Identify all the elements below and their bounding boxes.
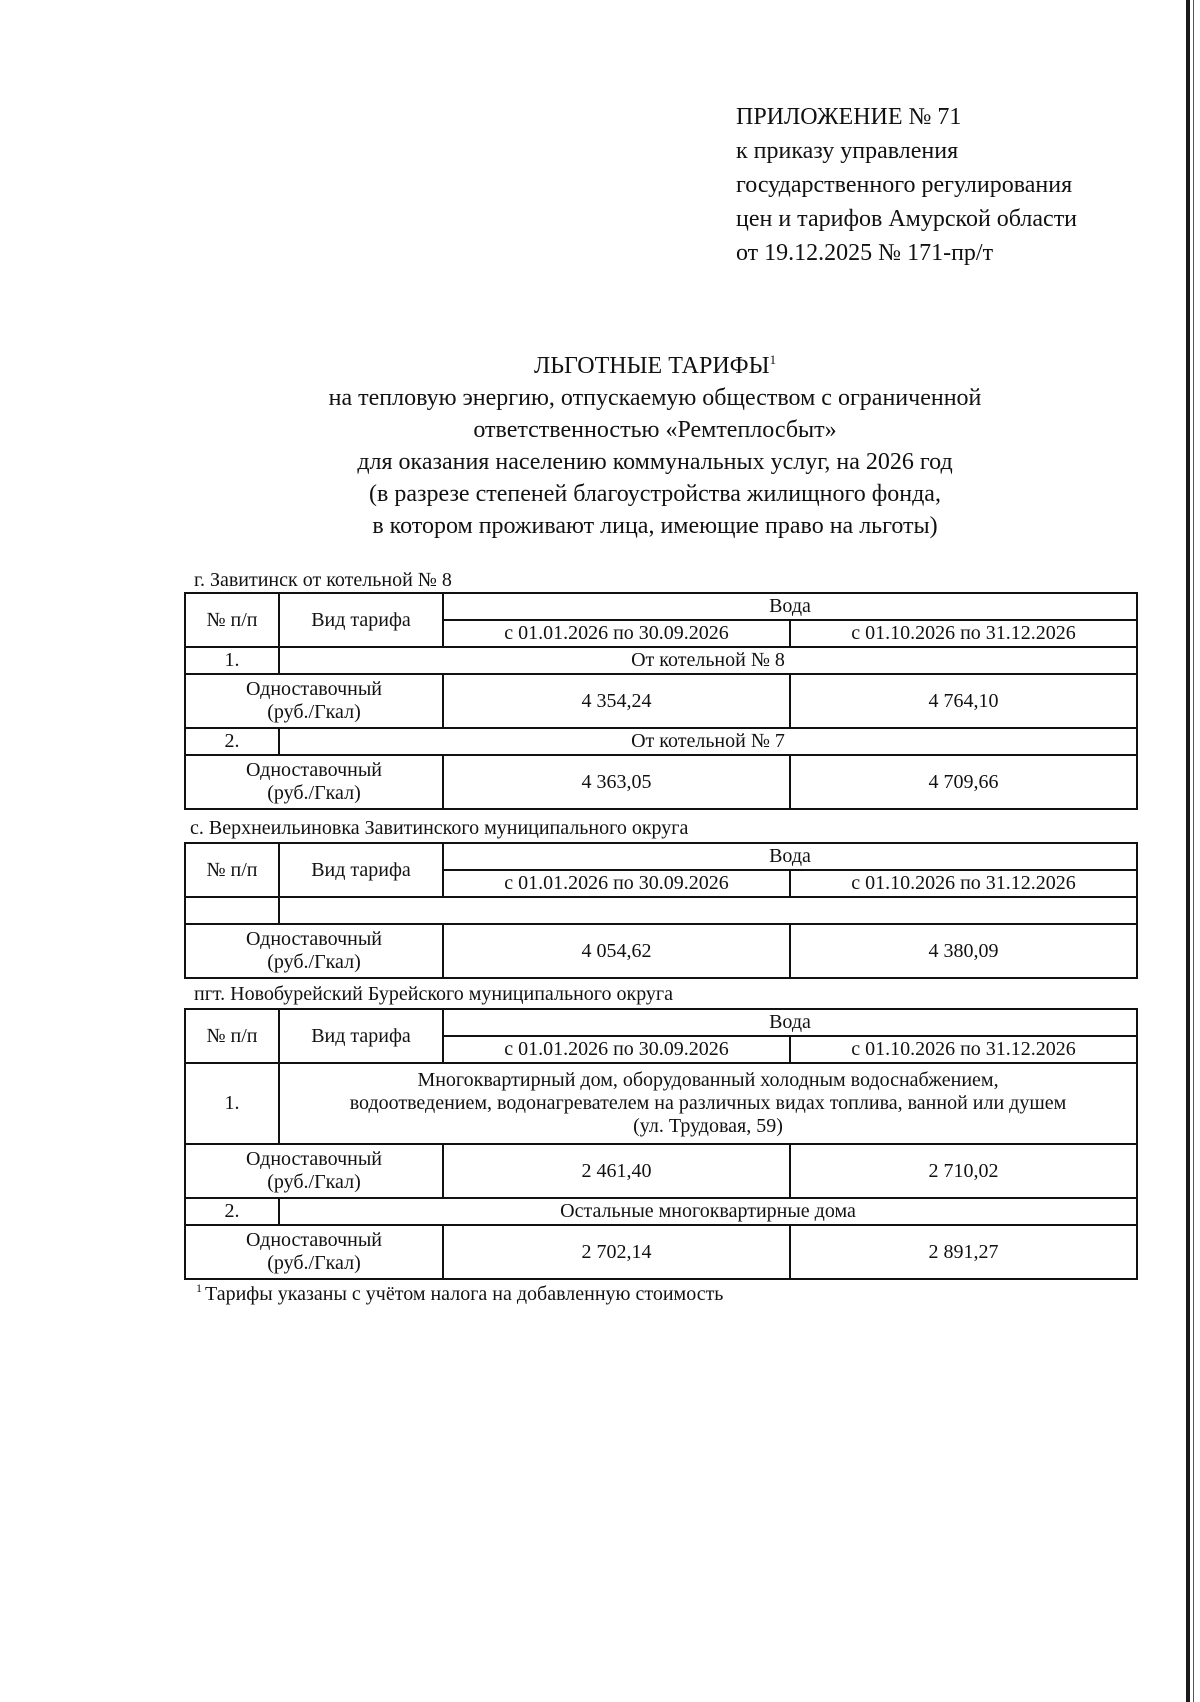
row-num: 1. — [185, 1063, 279, 1144]
header-num: № п/п — [185, 593, 279, 647]
section-location-verkhneilinovka: с. Верхнеильиновка Завитинского муниципального округа — [190, 817, 689, 839]
appendix-line: цен и тарифов Амурской области — [736, 206, 1078, 232]
header-period-1: с 01.01.2026 по 30.09.2026 — [443, 1036, 790, 1063]
rate-type-cell — [185, 755, 443, 809]
title-line: (в разрезе степеней благоустройства жилищного фонда, — [369, 481, 941, 507]
document-title — [0, 350, 1200, 542]
tariff-table-zavitinsk — [184, 592, 1138, 810]
rate-type: Одноставочный — [246, 1148, 382, 1170]
rate-type-cell — [185, 1225, 443, 1279]
section-location-zavitinsk: г. Завитинск от котельной № 8 — [194, 569, 452, 591]
tariff-value: 4 354,24 — [443, 674, 790, 728]
table-row — [185, 674, 1137, 728]
row-description: Остальные многоквартирные дома — [279, 1198, 1137, 1225]
tariff-table-verkhneilinovka — [184, 842, 1138, 979]
table-row — [185, 1198, 1137, 1225]
tariff-value: 2 891,27 — [790, 1225, 1137, 1279]
scan-edge-line — [1186, 0, 1190, 1702]
row-description-line: Многоквартирный дом, оборудованный холодным водоснабжением, — [417, 1069, 999, 1091]
table-row — [185, 897, 1137, 924]
header-period-2: с 01.10.2026 по 31.12.2026 — [790, 620, 1137, 647]
row-num: 1. — [185, 647, 279, 674]
header-tariff-type: Вид тарифа — [279, 1009, 443, 1063]
tariff-value: 4 054,62 — [443, 924, 790, 978]
footnote-mark: 1 — [196, 1281, 202, 1296]
table-row — [185, 1063, 1137, 1144]
rate-unit: (руб./Гкал) — [267, 951, 361, 973]
row-description — [279, 1063, 1137, 1144]
footnote-text: Тарифы указаны с учётом налога на добавленную стоимость — [205, 1283, 724, 1305]
tariff-value: 2 702,14 — [443, 1225, 790, 1279]
tariff-table-novobureysky — [184, 1008, 1138, 1280]
header-period-1: с 01.01.2026 по 30.09.2026 — [443, 870, 790, 897]
rate-type: Одноставочный — [246, 928, 382, 950]
rate-unit: (руб./Гкал) — [267, 701, 361, 723]
rate-type-cell — [185, 924, 443, 978]
title-line: на тепловую энергию, отпускаемую обществом с ограниченной — [328, 385, 982, 411]
row-description: От котельной № 8 — [279, 647, 1137, 674]
appendix-line: государственного регулирования — [736, 172, 1073, 198]
table-header-row — [185, 843, 1137, 870]
tariff-value: 4 363,05 — [443, 755, 790, 809]
title-line: для оказания населению коммунальных услуг, на 2026 год — [357, 449, 953, 475]
scan-edge-line-secondary — [1193, 0, 1194, 1702]
row-description: От котельной № 7 — [279, 728, 1137, 755]
rate-type-cell — [185, 1144, 443, 1198]
row-description-line: (ул. Трудовая, 59) — [633, 1115, 783, 1137]
title-line: ответственностью «Ремтеплосбыт» — [473, 417, 837, 443]
table-row — [185, 728, 1137, 755]
tariff-value: 2 710,02 — [790, 1144, 1137, 1198]
table-row — [185, 755, 1137, 809]
footnote — [196, 1283, 723, 1306]
header-num: № п/п — [185, 843, 279, 897]
header-water: Вода — [443, 593, 1137, 620]
row-num: 2. — [185, 728, 279, 755]
rate-type: Одноставочный — [246, 678, 382, 700]
tariff-value: 4 764,10 — [790, 674, 1137, 728]
tariff-value: 4 709,66 — [790, 755, 1137, 809]
row-num: 2. — [185, 1198, 279, 1225]
table-row — [185, 924, 1137, 978]
header-period-1: с 01.01.2026 по 30.09.2026 — [443, 620, 790, 647]
footnote-reference: 1 — [769, 352, 777, 367]
rate-unit: (руб./Гкал) — [267, 782, 361, 804]
appendix-number: ПРИЛОЖЕНИЕ № 71 — [736, 104, 962, 130]
header-tariff-type: Вид тарифа — [279, 843, 443, 897]
appendix-line: к приказу управления — [736, 138, 959, 164]
row-description — [279, 897, 1137, 924]
table-row — [185, 1225, 1137, 1279]
tariff-value: 2 461,40 — [443, 1144, 790, 1198]
appendix-header — [736, 100, 1077, 270]
header-water: Вода — [443, 843, 1137, 870]
title-line: в котором проживают лица, имеющие право на льготы) — [372, 513, 938, 539]
table-header-row — [185, 1009, 1137, 1036]
rate-unit: (руб./Гкал) — [267, 1252, 361, 1274]
header-num: № п/п — [185, 1009, 279, 1063]
appendix-order-date: от 19.12.2025 № 171-пр/т — [736, 240, 994, 266]
rate-type: Одноставочный — [246, 1229, 382, 1251]
header-period-2: с 01.10.2026 по 31.12.2026 — [790, 870, 1137, 897]
table-header-row — [185, 593, 1137, 620]
section-location-novobureysky: пгт. Новобурейский Бурейского муниципального округа — [194, 983, 674, 1005]
table-row — [185, 1144, 1137, 1198]
tariff-value: 4 380,09 — [790, 924, 1137, 978]
row-num — [185, 897, 279, 924]
header-period-2: с 01.10.2026 по 31.12.2026 — [790, 1036, 1137, 1063]
row-description-line: водоотведением, водонагревателем на различных видах топлива, ванной или душем — [349, 1092, 1067, 1114]
title-heading — [0, 350, 1200, 382]
table-row — [185, 647, 1137, 674]
rate-type: Одноставочный — [246, 759, 382, 781]
rate-type-cell — [185, 674, 443, 728]
header-water: Вода — [443, 1009, 1137, 1036]
rate-unit: (руб./Гкал) — [267, 1171, 361, 1193]
header-tariff-type: Вид тарифа — [279, 593, 443, 647]
title-heading-text: ЛЬГОТНЫЕ ТАРИФЫ — [533, 353, 770, 379]
